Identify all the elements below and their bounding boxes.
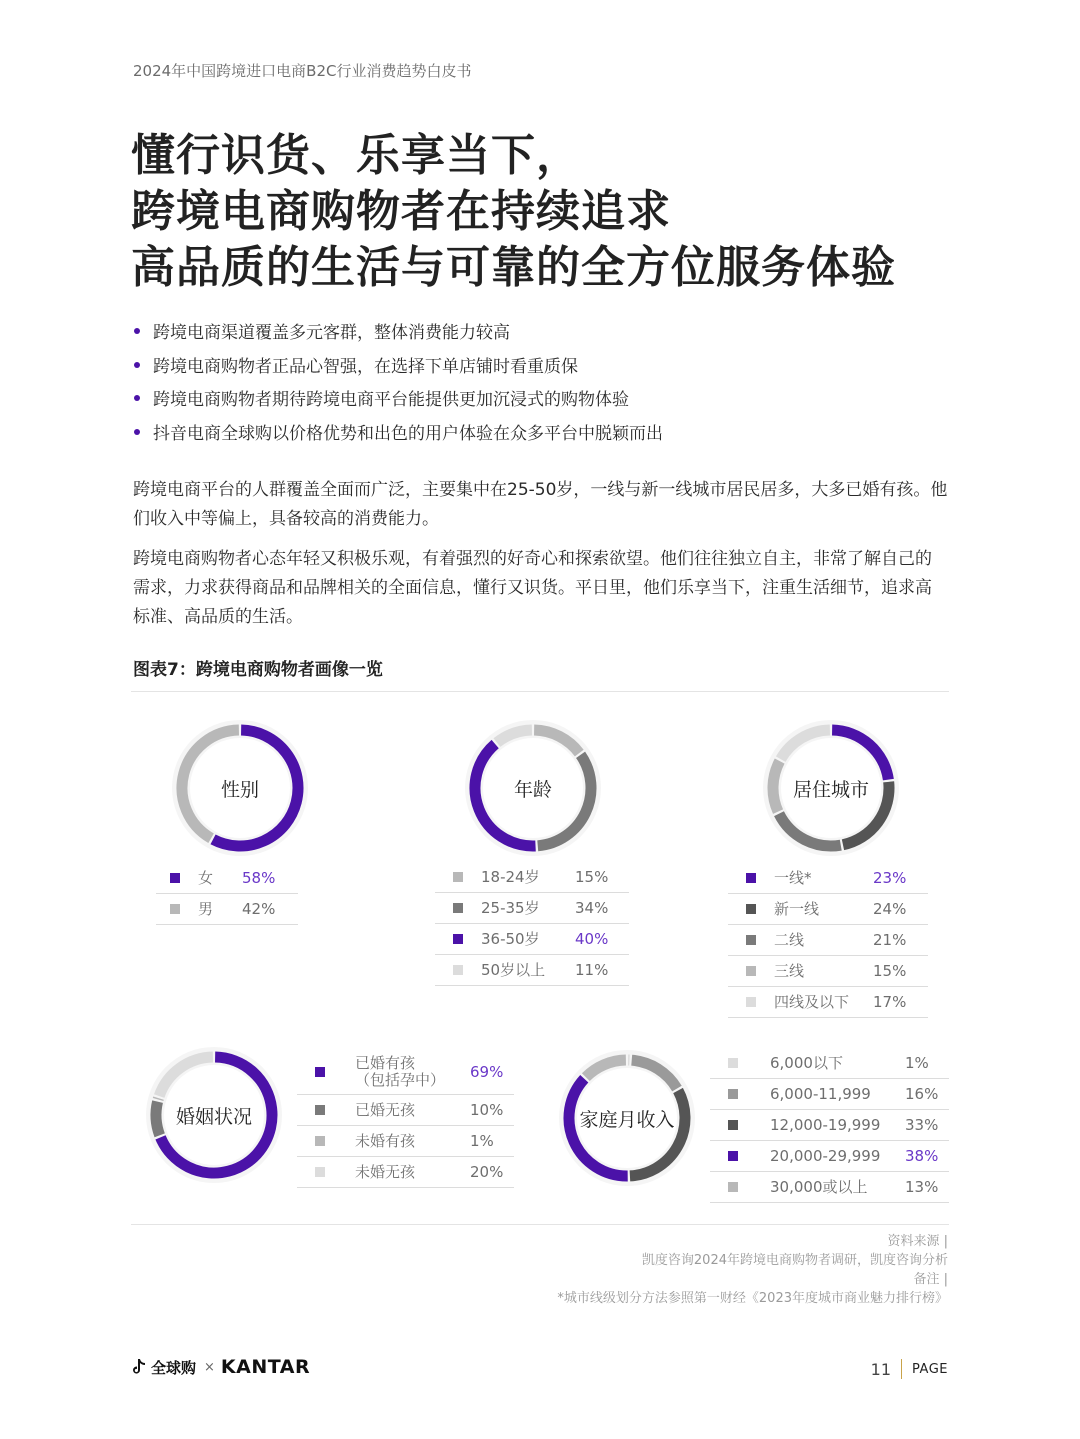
key-points-list — [133, 318, 663, 452]
legend-label: 已婚无孩 — [355, 1100, 416, 1119]
douyin-global-logo — [131, 1357, 196, 1378]
legend-row — [156, 894, 298, 925]
legend-label: 6,000-11,999 — [770, 1084, 871, 1103]
legend-swatch — [170, 873, 180, 883]
legend-label: 未婚无孩 — [355, 1162, 416, 1181]
legend-value: 69% — [470, 1062, 504, 1081]
donut-center-label: 婚姻状况 — [175, 1105, 252, 1128]
legend-value: 23% — [873, 869, 907, 887]
title-line: 跨境电商购物者在持续追求 — [131, 186, 671, 237]
legend-swatch — [728, 1120, 738, 1130]
legend-swatch — [746, 997, 756, 1007]
legend-label: 新一线 — [774, 899, 820, 918]
brand-cn: 全球购 — [151, 1358, 197, 1377]
legend-label: 二线 — [774, 930, 805, 949]
title-line: 高品质的生活与可靠的全方位服务体验 — [131, 242, 896, 293]
title-line: 懂行识货、乐享当下， — [131, 130, 581, 181]
donut-chart-income — [557, 1048, 697, 1188]
divider — [131, 1224, 949, 1225]
legend-row — [710, 1172, 949, 1203]
bullet-item: 跨境电商渠道覆盖多元客群，整体消费能力较高 — [133, 318, 663, 352]
document-header-title: 2024年中国跨境进口电商B2C行业消费趋势白皮书 — [133, 62, 472, 80]
note-label: 备注 | — [913, 1272, 948, 1287]
legend-swatch — [315, 1067, 325, 1077]
page-indicator — [871, 1359, 948, 1379]
legend-swatch — [315, 1167, 325, 1177]
legend-label: 12,000-19,999 — [770, 1115, 881, 1134]
legend-label: 50岁以上 — [481, 960, 546, 979]
legend-label: 6,000以下 — [770, 1053, 843, 1072]
legend-swatch — [728, 1151, 738, 1161]
legend-row — [156, 863, 298, 894]
legend-value: 42% — [242, 900, 276, 918]
legend-swatch — [453, 872, 463, 882]
legend-label: 18-24岁 — [481, 867, 540, 886]
page-separator — [901, 1359, 902, 1379]
legend-value: 10% — [470, 1101, 504, 1119]
legend-swatch — [453, 965, 463, 975]
legend-label: 25-35岁 — [481, 898, 540, 917]
legend-swatch — [728, 1182, 738, 1192]
source-label: 资料来源 | — [887, 1234, 948, 1249]
legend-row — [728, 956, 928, 987]
legend-value: 17% — [873, 993, 907, 1011]
legend-value: 13% — [905, 1178, 939, 1196]
legend-label: 未婚有孩 — [355, 1131, 416, 1150]
legend-label: 30,000或以上 — [770, 1177, 868, 1196]
legend-value: 24% — [873, 900, 907, 918]
bullet-item: 抖音电商全球购以价格优势和出色的用户体验在众多平台中脱颖而出 — [133, 419, 663, 453]
legend-row — [728, 894, 928, 925]
legend-label: 一线* — [774, 868, 812, 887]
legend-value: 15% — [873, 962, 907, 980]
legend-value: 21% — [873, 931, 907, 949]
donut-chart-marital — [144, 1045, 284, 1185]
legend-city — [728, 863, 928, 1018]
legend-row — [435, 955, 629, 986]
legend-label: 三线 — [774, 961, 805, 980]
legend-row — [297, 1049, 514, 1095]
body-paragraph: 跨境电商购物者心态年轻又积极乐观，有着强烈的好奇心和探索欲望。他们往往独立自主，非常了解自己的需求，力求获得商品和品牌相关的全面信息，懂行又识货。平日里，他们乐享当下，注重生活细节，追求高标准、高品质的生活。 — [133, 549, 932, 627]
legend-row — [728, 987, 928, 1018]
legend-row — [297, 1126, 514, 1157]
body-paragraph: 跨境电商平台的人群覆盖全面而广泛，主要集中在25-50岁，一线与新一线城市居民居多，大多已婚有孩。他们收入中等偏上，具备较高的消费能力。 — [133, 480, 948, 529]
source-note — [557, 1232, 948, 1308]
page-title — [131, 128, 991, 296]
bullet-item: 跨境电商购物者正品心智强，在选择下单店铺时看重质保 — [133, 352, 663, 386]
legend-label: 20,000-29,999 — [770, 1146, 881, 1165]
legend-swatch — [746, 904, 756, 914]
legend-value: 15% — [575, 868, 609, 886]
douyin-note-icon — [131, 1358, 147, 1376]
legend-value: 40% — [575, 930, 609, 948]
legend-value: 33% — [905, 1116, 939, 1134]
bullet-item: 跨境电商购物者期待跨境电商平台能提供更加沉浸式的购物体验 — [133, 385, 663, 419]
legend-swatch — [453, 934, 463, 944]
page-number: 11 — [870, 1359, 892, 1379]
note-text: *城市线级划分方法参照第一财经《2023年度城市商业魅力排行榜》 — [557, 1291, 948, 1306]
legend-row — [710, 1141, 949, 1172]
legend-row — [435, 924, 629, 955]
kantar-logo: KANTAR — [220, 1356, 311, 1378]
page-label: PAGE — [912, 1361, 948, 1377]
chart-title: 图表7：跨境电商购物者画像一览 — [133, 660, 383, 680]
donut-chart-gender — [170, 718, 310, 858]
legend-row — [435, 893, 629, 924]
legend-value: 1% — [470, 1132, 494, 1150]
donut-center-label: 性别 — [220, 778, 259, 801]
legend-swatch — [453, 903, 463, 913]
legend-label: 已婚有孩 （包括孕中） — [355, 1053, 446, 1089]
legend-age — [435, 862, 629, 986]
legend-label: 36-50岁 — [481, 929, 540, 948]
legend-value: 1% — [905, 1054, 929, 1072]
legend-value: 34% — [575, 899, 609, 917]
legend-swatch — [746, 873, 756, 883]
legend-row — [728, 925, 928, 956]
donut-chart-age — [463, 718, 603, 858]
legend-row — [710, 1079, 949, 1110]
legend-row — [710, 1110, 949, 1141]
legend-row — [297, 1095, 514, 1126]
legend-row — [297, 1157, 514, 1188]
legend-swatch — [315, 1136, 325, 1146]
legend-row — [728, 863, 928, 894]
legend-row — [435, 862, 629, 893]
donut-center-label: 家庭月收入 — [579, 1108, 675, 1131]
legend-row — [710, 1048, 949, 1079]
legend-swatch — [170, 904, 180, 914]
legend-swatch — [315, 1105, 325, 1115]
legend-label: 四线及以下 — [774, 992, 850, 1011]
donut-center-label: 年龄 — [513, 778, 552, 801]
legend-swatch — [746, 935, 756, 945]
source-text: 凯度咨询2024年跨境电商购物者调研，凯度咨询分析 — [641, 1253, 948, 1268]
legend-label: 男 — [198, 899, 214, 918]
legend-value: 16% — [905, 1085, 939, 1103]
legend-value: 58% — [242, 869, 276, 887]
footer-brand — [131, 1356, 310, 1378]
legend-marital — [297, 1049, 514, 1188]
legend-income — [710, 1048, 949, 1203]
brand-separator: × — [204, 1359, 215, 1375]
donut-center-label: 居住城市 — [792, 778, 869, 801]
legend-swatch — [746, 966, 756, 976]
legend-value: 11% — [575, 961, 609, 979]
legend-value: 20% — [470, 1163, 504, 1181]
divider — [131, 691, 949, 692]
legend-swatch — [728, 1089, 738, 1099]
legend-value: 38% — [905, 1147, 939, 1165]
legend-gender — [156, 863, 298, 925]
legend-label: 女 — [198, 868, 214, 887]
legend-swatch — [728, 1058, 738, 1068]
donut-chart-city — [761, 718, 901, 858]
